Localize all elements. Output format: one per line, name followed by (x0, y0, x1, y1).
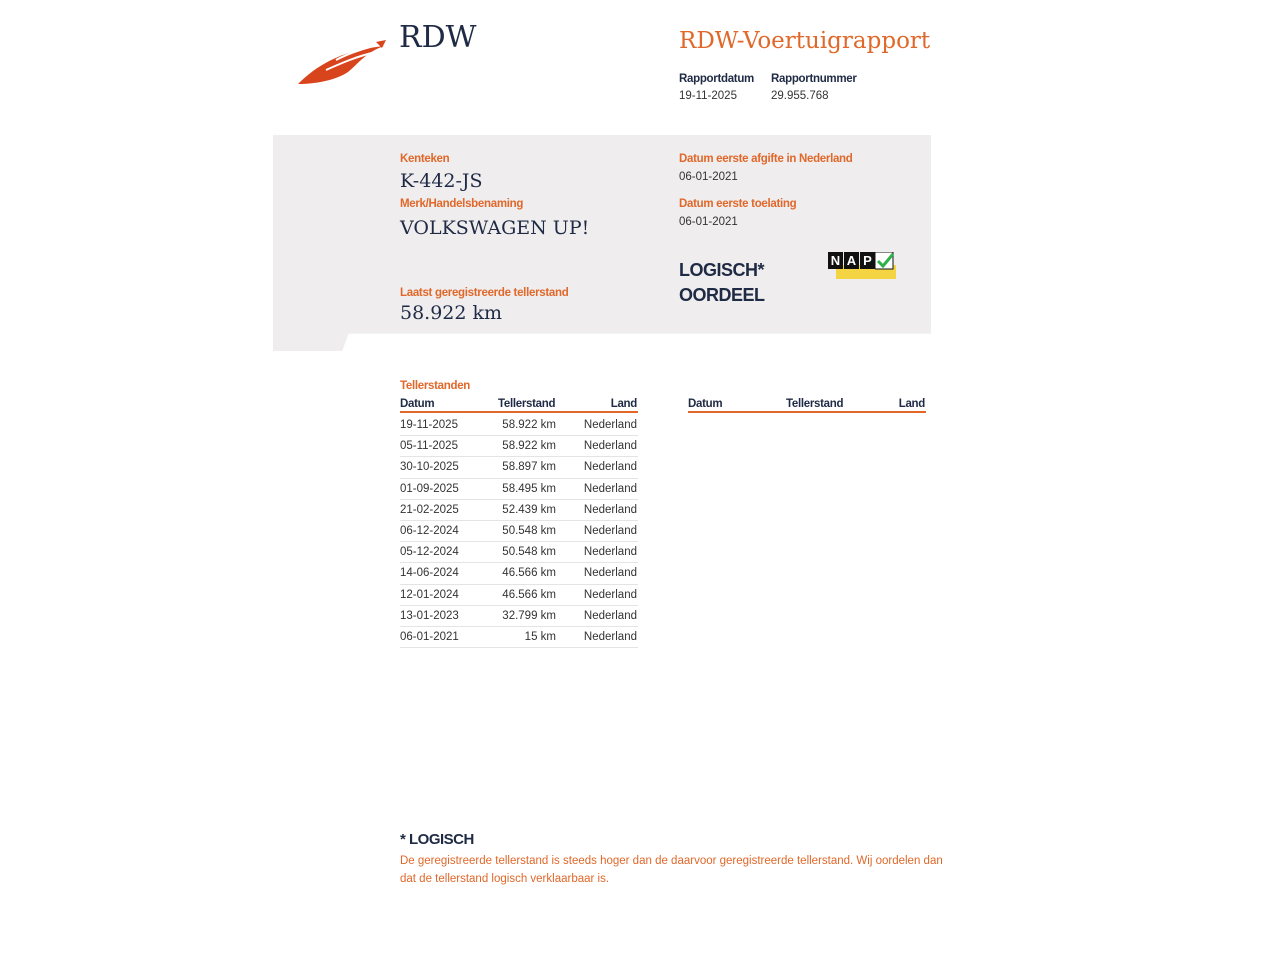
vehicle-info-panel (273, 135, 931, 351)
brand-name: RDW (399, 20, 477, 55)
nap-letter-a: A (844, 252, 859, 269)
oordeel (679, 258, 765, 308)
cell-datum: 05-11-2025 (400, 440, 458, 453)
table-row (400, 457, 638, 478)
cell-tellerstand: 50.548 km (502, 524, 556, 537)
cell-datum: 13-01-2023 (400, 609, 459, 622)
cell-tellerstand: 52.439 km (502, 503, 556, 516)
cell-datum: 12-01-2024 (400, 588, 459, 601)
laatste-tellerstand-label: Laatst geregistreerde tellerstand (400, 287, 569, 299)
cell-tellerstand: 46.566 km (502, 567, 556, 580)
table-row (400, 479, 638, 500)
cell-tellerstand: 58.495 km (502, 482, 556, 495)
table-row (400, 415, 638, 436)
cell-land: Nederland (583, 567, 637, 580)
cell-land: Nederland (583, 546, 637, 559)
table-header-left (400, 398, 638, 413)
column-header-datum: Datum (400, 398, 435, 410)
cell-tellerstand: 32.799 km (502, 609, 556, 622)
cell-tellerstand: 58.897 km (502, 461, 556, 474)
report-date: 19-11-2025 (679, 90, 737, 102)
kenteken-value: K-442-JS (400, 170, 483, 192)
cell-datum: 06-01-2021 (400, 630, 459, 643)
oordeel-status: LOGISCH* (679, 260, 765, 280)
table-row (400, 542, 638, 563)
kenteken-label: Kenteken (400, 153, 450, 165)
cell-tellerstand: 15 km (524, 630, 556, 643)
cell-land: Nederland (583, 524, 637, 537)
tellerstanden-table (400, 415, 638, 648)
report-date-label: Rapportdatum (679, 73, 754, 85)
cell-datum: 01-09-2025 (400, 482, 459, 495)
cell-datum: 06-12-2024 (400, 524, 459, 537)
merk-label: Merk/Handelsbenaming (400, 198, 524, 210)
column-header-land: Land (610, 398, 637, 410)
cell-datum: 05-12-2024 (400, 546, 459, 559)
table-row (400, 585, 638, 606)
cell-land: Nederland (583, 503, 637, 516)
cell-land: Nederland (583, 440, 637, 453)
column-header-tellerstand: Tellerstand (786, 398, 844, 410)
cell-datum: 21-02-2025 (400, 503, 459, 516)
nap-letter-p: P (860, 252, 875, 269)
eerste-toelating-value: 06-01-2021 (679, 216, 738, 228)
footnote-text: De geregistreerde tellerstand is steeds hoger dan de daarvoor geregistreerde tellerstand. Wij oordelen dan dat de tellerstand logisch verklaarbaar is. (400, 855, 943, 885)
eerste-afgifte-label: Datum eerste afgifte in Nederland (679, 153, 853, 165)
cell-land: Nederland (583, 630, 637, 643)
column-header-land: Land (898, 398, 925, 410)
cell-land: Nederland (583, 482, 637, 495)
table-row (400, 563, 638, 584)
tellerstanden-title: Tellerstanden (400, 380, 471, 392)
check-icon (875, 252, 895, 270)
laatste-tellerstand-value: 58.922 km (400, 302, 503, 324)
footnote-title: * LOGISCH (400, 831, 474, 848)
cell-tellerstand: 58.922 km (502, 440, 556, 453)
cell-datum: 30-10-2025 (400, 461, 459, 474)
oordeel-label: OORDEEL (679, 285, 765, 305)
column-header-tellerstand: Tellerstand (498, 398, 556, 410)
table-row (400, 500, 638, 521)
merk-value: VOLKSWAGEN UP! (400, 217, 590, 239)
cell-land: Nederland (583, 419, 637, 431)
cell-datum: 14-06-2024 (400, 567, 459, 580)
rdw-logo (296, 38, 388, 88)
report-number-label: Rapportnummer (771, 73, 857, 85)
cell-land: Nederland (583, 461, 637, 474)
table-row (400, 436, 638, 457)
column-header-datum: Datum (688, 398, 723, 410)
report-title: RDW-Voertuigrapport (679, 28, 931, 54)
cell-tellerstand: 46.566 km (502, 588, 556, 601)
eerste-toelating-label: Datum eerste toelating (679, 198, 797, 210)
cell-land: Nederland (583, 588, 637, 601)
table-header-right (688, 398, 926, 413)
table-row (400, 521, 638, 542)
cell-tellerstand: 58.922 km (502, 419, 556, 431)
cell-tellerstand: 50.548 km (502, 546, 556, 559)
nap-logo (828, 252, 896, 282)
eerste-afgifte-value: 06-01-2021 (679, 171, 738, 183)
report-number: 29.955.768 (771, 90, 829, 102)
cell-land: Nederland (583, 609, 637, 622)
cell-datum: 19-11-2025 (400, 419, 458, 431)
table-row (400, 627, 638, 648)
table-row (400, 606, 638, 627)
nap-letter-n: N (828, 252, 843, 269)
